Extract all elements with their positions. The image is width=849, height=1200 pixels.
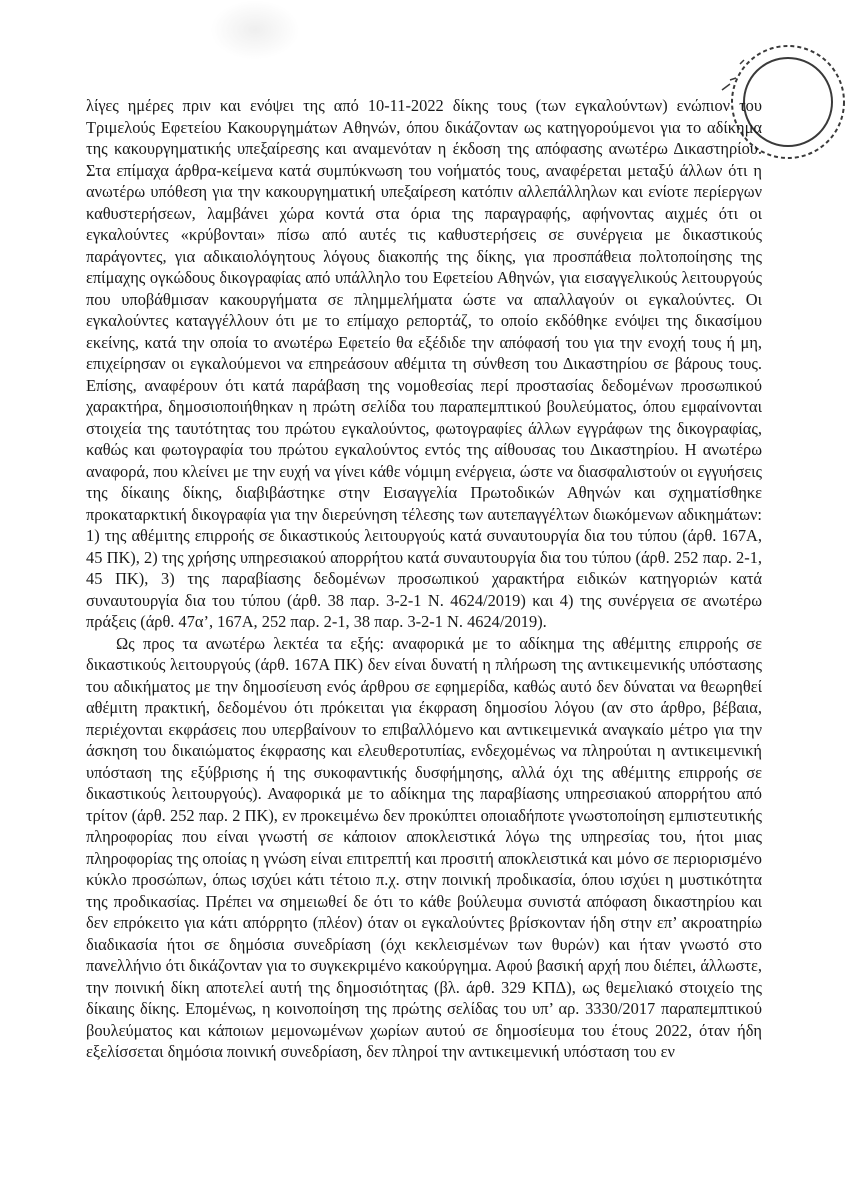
document-body [86,95,762,1063]
paragraph: Ως προς τα ανωτέρω λεκτέα τα εξής: αναφορικά με το αδίκημα της αθέμιτης επιρροής σε δικαστικούς λειτουργούς (άρθ. 167Α ΠΚ) δεν είναι δυνατή η πλήρωση της αντικειμενικής υπόστασης του αδικήματος με την δημοσίευση ενός άρθρου σε εφημερίδα, καθώς αυτό δεν δύναται να θεωρηθεί αθέμιτη πρακτική, δεδομένου ότι πρόκειται για έκφραση δημοσίου λόγου (αν στο άρθρο, βέβαια, περιέχονται εκφράσεις που υπερβαίνουν το επιβαλλόμενο και αντικειμενικά αναγκαίο μέτρο για την άσκηση του δικαιώματος έκφρασης και ελευθεροτυπίας, ενδεχομένως να πληρούται η αντικειμενική υπόσταση της εξύβρισης ή της συκοφαντικής δυσφήμησης, αλλά όχι της αθέμιτης επιρροής σε δικαστικούς λειτουργούς). Αναφορικά με το αδίκημα της παραβίασης υπηρεσιακού απορρήτου από τρίτον (άρθ. 252 παρ. 2 ΠΚ), εν προκειμένω δεν προκύπτει οποιαδήποτε γνωστοποίηση εμπιστευτικής πληροφορίας που είναι γνωστή σε κάποιον αποκλειστικά λόγω της υπηρεσίας του, ήτοι μιας πληροφορίας της οποίας η γνώση είναι επιτρεπτή και προσιτή αποκλειστικά και μόνο σε περιορισμένο κύκλο προσώπων, όπως ισχύει κάτι τέτοιο π.χ. στην ποινική προδικασία, όπου ισχύει η μυστικότητα της προδικασίας. Πρέπει να σημειωθεί δε ότι το κάθε βούλευμα συνιστά απόφαση δικαστηρίου και δεν επρόκειτο για κάτι απόρρητο (πλέον) όταν οι εγκαλούντες βρίσκονταν ήδη στην επ’ ακροατηρίω διαδικασία ήτοι σε δημόσια συνεδρίαση (όχι κεκλεισμένων των θυρών) και ήταν γνωστό στο πανελλήνιο ότι δικάζονταν για το συγκεκριμένο κακούργημα. Αφού βασική αρχή που διέπει, άλλωστε, την ποινική δίκη αποτελεί αυτή της δημοσιότητας (βλ. άρθ. 329 ΚΠΔ), ως θεμελιακό στοιχείο της δίκαιης δίκης. Επομένως, η κοινοποίηση της πρώτης σελίδας του υπ’ αρ. 3330/2017 παραπεμπτικού βουλεύματος και κάποιων μεμονωμένων χωρίων αυτού σε δημοσίευμα του έτους 2022, όταν ήδη εξελίσσεται δημόσια ποινική συνεδρίαση, δεν πληροί την αντικειμενική υπόσταση του εν [86,633,762,1061]
paragraph: λίγες ημέρες πριν και ενόψει της από 10-11-2022 δίκης τους (των εγκαλούντων) ενώπιον του Τριμελούς Εφετείου Κακουργημάτων Αθηνών, όπου δικάζονταν ως κατηγορούμενοι για το αδίκημα της κακουργηματικής υπεξαίρεσης και αναμενόταν η έκδοση της απόφασης ανωτέρω Δικαστηρίου. Στα επίμαχα άρθρα-κείμενα κατά συμπύκνωση του νοήματός τους, αναφέρεται μεταξύ άλλων ότι η ανωτέρω υπόθεση για την κακουργηματική υπεξαίρεση κατόπιν αλλεπάλληλων και ενίοτε περίεργων καθυστερήσεων, λαμβάνει χώρα κοντά στα όρια της παραγραφής, αφήνοντας αιχμές ότι οι εγκαλούντες «κρύβονται» πίσω από αυτές τις καθυστερήσεις σε συνέργεια με δικαστικούς παράγοντες, για αδικαιολόγητους λόγους διακοπής της δίκης, για προσπάθεια πολτοποίησης της επίμαχης ογκώδους δικογραφίας από υπάλληλο του Εφετείου Αθηνών, για εισαγγελικούς λειτουργούς που υποβάθμισαν κακουργήματα σε πλημμελήματα ώστε να απαλλαγούν οι εγκαλούντες. Οι εγκαλούντες καταγγέλλουν ότι με το επίμαχο ρεπορτάζ, το οποίο εκδόθηκε ενόψει της δικασίμου εκείνης, κατά την οποία το ανωτέρω Εφετείο θα εξέδιδε την απόφασή του για την ενοχή τους ή μη, επιχείρησαν οι εγκαλούμενοι να επηρεάσουν αθέμιτα τη σύνθεση του Δικαστηρίου σε βάρους τους. Επίσης, αναφέρουν ότι κατά παράβαση της νομοθεσίας περί προστασίας δεδομένων προσωπικού χαρακτήρα, δημοσιοποιήθηκαν η πρώτη σελίδα του παραπεμπτικού βουλεύματος, όπου εμφαίνονται στοιχεία της ταυτότητας του πρώτου εγκαλούντος, φωτογραφίες άλλων εγγράφων της δικογραφίας, καθώς και φωτογραφία του πρώτου εγκαλούντος εντός της αίθουσας του Δικαστηρίου. Η ανωτέρω αναφορά, που κλείνει με την ευχή να γίνει κάθε νόμιμη ενέργεια, ώστε να διασφαλιστούν οι εγγυήσεις της δίκαιης δίκης, διαβιβάστηκε στην Εισαγγελία Πρωτοδικών Αθηνών και σχηματίσθηκε προκαταρκτική δικογραφία για την διερεύνηση τέλεσης των αυτεπαγγέλτων διωκόμενων αδικημάτων: 1) της αθέμιτης επιρροής σε δικαστικούς λειτουργούς κατά συναυτουργία δια του τύπου (άρθ. 167Α, 45 ΠΚ), 2) της χρήσης υπηρεσιακού απορρήτου κατά συναυτουργία δια του τύπου (άρθ. 252 παρ. 2-1, 45 ΠΚ), 3) της παραβίασης δεδομένων προσωπικού χαρακτήρα ειδικών κατηγοριών κατά συναυτουργία δια του τύπου (άρθ. 38 παρ. 3-2-1 Ν. 4624/2019) και 4) της συνέργεια σε ανωτέρω πράξεις (άρθ. 47α’, 167Α, 252 παρ. 2-1, 38 παρ. 3-2-1 Ν. 4624/2019). [86,96,762,631]
scan-artifact [210,0,300,60]
